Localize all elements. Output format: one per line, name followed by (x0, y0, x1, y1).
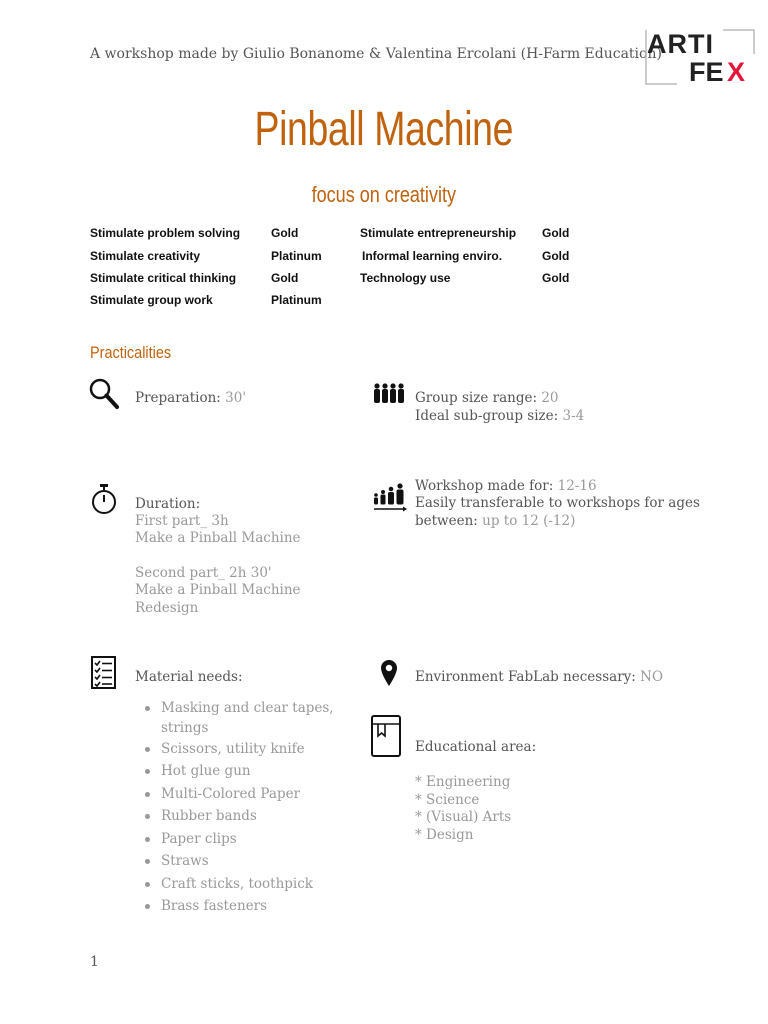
page-title: Pinball Machine (254, 103, 514, 156)
skill-label: Stimulate creativity (90, 249, 201, 263)
page-number: 1 (90, 954, 99, 970)
transferable-line1: Easily transferable to workshops for ages (415, 495, 700, 511)
age-growth-icon (372, 482, 408, 512)
skill-label: Stimulate problem solving (90, 226, 241, 240)
made-for-value: 12-16 (557, 478, 597, 494)
transferable-label: between: (415, 513, 478, 529)
group-size-label: Group size range: (415, 390, 538, 406)
skill-label: Stimulate group work (90, 293, 213, 307)
skill-label: Stimulate entrepreneurship (360, 226, 517, 240)
duration-part2-activity: Make a Pinball Machine (135, 582, 301, 598)
sub-group-label: Ideal sub-group size: (415, 408, 559, 424)
sub-group-value: 3-4 (562, 408, 585, 424)
sub-group-row (415, 408, 584, 426)
duration-part2-redesign: Redesign (135, 600, 199, 616)
list-item: Multi-Colored Paper (135, 783, 334, 806)
skill-value: Gold (542, 226, 570, 240)
preparation-value: 30' (225, 390, 247, 406)
skill-value: Gold (542, 249, 570, 263)
group-size-value: 20 (541, 390, 559, 406)
materials-list (135, 697, 334, 918)
skill-value: Platinum (271, 293, 322, 307)
list-item: Paper clips (135, 828, 334, 851)
workshop-credits: A workshop made by Giulio Bonanome & Valentina Ercolani (H-Farm Education) (90, 46, 662, 62)
transferable-value: up to 12 (-12) (482, 513, 576, 529)
list-item: * Design (415, 826, 474, 843)
educational-list (415, 774, 511, 844)
transferable-line2 (415, 513, 575, 531)
preparation-row (135, 390, 246, 408)
group-people-icon (372, 382, 406, 404)
list-item: * Engineering (415, 774, 511, 790)
location-pin-icon (380, 659, 398, 687)
duration-part1-time: First part_ 3h (135, 513, 229, 529)
book-icon (370, 714, 402, 758)
skill-label: Technology use (360, 271, 451, 285)
duration-label: Duration: (135, 496, 201, 512)
made-for-row (415, 478, 597, 496)
skill-label: Stimulate critical thinking (90, 271, 237, 285)
logo-frame-icon (645, 28, 755, 86)
logo-text-x: X (727, 57, 746, 86)
artifex-logo (645, 28, 755, 86)
duration-part1-activity: Make a Pinball Machine (135, 530, 301, 546)
group-size-row (415, 390, 559, 408)
logo-text-top: ARTI (647, 29, 714, 59)
page-subtitle: focus on creativity (311, 182, 457, 207)
made-for-label: Workshop made for: (415, 478, 554, 494)
fablab-row (415, 669, 663, 687)
list-item: Masking and clear tapes, (135, 697, 334, 720)
preparation-label: Preparation: (135, 390, 221, 406)
list-item: Rubber bands (135, 805, 334, 828)
checklist-icon (91, 656, 116, 689)
skill-value: Platinum (271, 249, 322, 263)
educational-label: Educational area: (415, 739, 537, 755)
skill-value: Gold (271, 226, 299, 240)
list-item: Straws (135, 850, 334, 873)
list-item: Craft sticks, toothpick (135, 873, 334, 896)
logo-text-bottom: FE (689, 57, 724, 86)
fablab-label: Environment FabLab necessary: (415, 669, 636, 685)
list-item: strings (161, 719, 209, 736)
magnifier-icon (88, 377, 120, 410)
list-item: Hot glue gun (135, 760, 334, 783)
list-item: Scissors, utility knife (135, 738, 334, 761)
skill-value: Gold (542, 271, 570, 285)
stopwatch-icon (90, 483, 118, 515)
section-title-practicalities: Practicalities (90, 343, 172, 362)
duration-part2-time: Second part_ 2h 30' (135, 565, 272, 581)
list-item: * Science (415, 791, 480, 808)
fablab-value: NO (640, 669, 664, 685)
list-item: * (Visual) Arts (415, 809, 512, 825)
skill-label: Informal learning enviro. (362, 249, 503, 263)
list-item: Brass fasteners (135, 895, 334, 918)
materials-label: Material needs: (135, 669, 243, 685)
skill-value: Gold (271, 271, 299, 285)
